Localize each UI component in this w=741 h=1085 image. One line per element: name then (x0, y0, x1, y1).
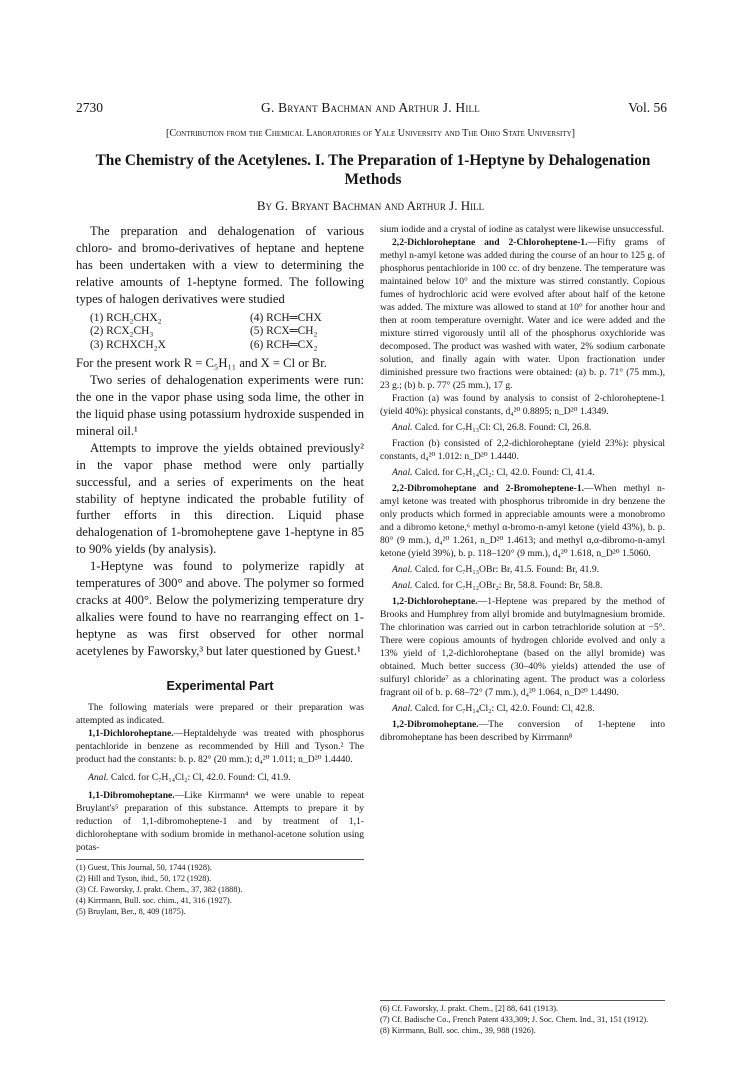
analysis-line (76, 771, 364, 784)
halogen-type-list (90, 312, 364, 353)
compound-text: —Fifty grams of methyl n-amyl ketone was added during the course of an hour to 125 g. of phosphorus pentachloride in 100 cc. of dry benzene. The temperature was maintained below 10° and the mixture was stirred constantly. Copious fumes of hydrochloric acid were evolved after about half of the ketone was added. The mixture was allowed to stand at 10° for another hour and then at room temperature overnight. Water and ice were added and the mixture stirred vigorously until all of the phosphorus oxychloride was decomposed. The product was washed with water, 2% sodium carbonate solution, and finally again with water. Upon fractionation under diminished pressure two fractions were obtained: (a) b. p. 71° (75 mm.), 23 g.; (b) b. p. 77° (25 mm.), 17 g. (380, 237, 665, 391)
analysis-values: Calcd. for C₇H₁₂OBr₂: Br, 58.8. Found: Br, 58.8. (412, 580, 603, 591)
analysis-values: Calcd. for C₇H₁₄Cl₂: Cl, 42.0. Found: Cl, 41.9. (108, 771, 291, 783)
type-item: (3) RCHXCH₂X (90, 338, 166, 351)
footnote: (2) Hill and Tyson, ibid., 50, 172 (1928). (76, 873, 212, 883)
footnotes-right (380, 1000, 665, 1037)
compound-entry (380, 595, 665, 699)
footnote: (8) Kirrmann, Bull. soc. chim., 39, 988 (1926). (380, 1026, 536, 1036)
analysis-label: Anal. (392, 703, 413, 714)
type-item: (2) RCX₂CH₃ (90, 325, 154, 338)
left-column (76, 223, 364, 918)
compound-text: —When methyl n-amyl ketone was treated with phosphorus tribromide in dry benzene the only products which formed in appreciable amounts were a monobromo and a dibromo ketone,⁶ methyl α-bromo-n-amyl ketone (yield 43%), b. p. 80° (9 mm.), d₄²⁰ 1.261, n_D²⁰ 1.4613; and methyl α,α-dibromo-n-amyl ketone (yield 39%), b. p. 118–120° (9 mm.), d₄²⁰ 1.618, n_D²⁰ 1.5060. (380, 483, 665, 559)
byline: By G. Bryant Bachman and Arthur J. Hill (256, 198, 485, 213)
footnote: (5) Bruylant, Ber., 8, 409 (1875). (76, 907, 186, 917)
compound-heading: 1,1-Dichloroheptane. (88, 727, 174, 739)
analysis-label: Anal. (392, 422, 413, 433)
type-item: (5) RCX═CH₂ (250, 325, 318, 338)
analysis-label: Anal. (392, 564, 413, 575)
footnote: (6) Cf. Faworsky, J. prakt. Chem., [2] 88, 641 (1913). (380, 1004, 559, 1013)
analysis-label: Anal. (392, 467, 413, 478)
section-heading: Experimental Part (166, 678, 274, 693)
experimental-intro: The following materials were prepared or their preparation was attempted as indicated. (76, 701, 364, 726)
body-paragraph: 1-Heptyne was found to polymerize rapidly at temperatures of 300° and above. The polymer so formed cracks at 400°. Below the polymerizing temperature dry alkalies were found to have no rearranging effect on 1-heptyne as was first observed for other normal acetylenes by Faworsky,³ but later questioned by Guest.¹ (76, 559, 364, 658)
compound-entry (380, 482, 665, 560)
analysis-values: Calcd. for C₇H₁₃Cl: Cl, 26.8. Found: Cl, 26.8. (412, 422, 592, 433)
footnote: (7) Cf. Badische Co., French Patent 433,309; J. Soc. Chem. Ind., 31, 151 (1912). (380, 1015, 649, 1025)
compound-entry (380, 236, 665, 392)
analysis-line (380, 466, 665, 479)
analysis-label: Anal. (392, 580, 413, 591)
analysis-values: Calcd. for C₇H₁₄Cl₂: Cl, 42.0. Found: Cl, 41.4. (412, 467, 595, 478)
body-paragraph: Attempts to improve the yields obtained previously² in the vapor phase method were only partially successful, and a series of experiments on the heat stability of heptyne indicated the probable futility of further efforts in this direction. Liquid phase dehalogenation of 1-bromoheptene gave 1-heptyne in 85 to 90% yields (by analysis). (76, 440, 364, 557)
fraction-paragraph: Fraction (a) was found by analysis to consist of 2-chloroheptene-1 (yield 40%): physical constants, d₄²⁰ 0.8895; n_D²⁰ 1.4349. (380, 393, 665, 417)
footnotes-left (76, 859, 364, 918)
type-item: (6) RCH═CX₂ (250, 338, 318, 351)
compound-heading: 1,1-Dibromoheptane. (88, 789, 175, 801)
definition-paragraph: For the present work R = C₅H₁₁ and X = Cl or Br. (76, 356, 327, 371)
footnote-rule (76, 859, 364, 860)
running-header-authors: G. Bryant Bachman and Arthur J. Hill (261, 100, 480, 115)
compound-text: —Heptaldehyde was treated with phosphorus pentachloride in benzene as recommended by Hill and Tyson.² The product had the constants: b. p. 82° (20 mm.); d₄²⁰ 1.011; n_D²⁰ 1.4440. (76, 727, 364, 765)
compound-heading: 1,2-Dibromoheptane. (392, 719, 479, 730)
contribution-line: [Contribution from the Chemical Laboratories of Yale University and The Ohio State University] (165, 128, 576, 139)
footnote: (1) Guest, This Journal, 50, 1744 (1928). (76, 862, 212, 872)
type-item: (1) RCH₂CHX₂ (90, 311, 162, 324)
compound-entry (76, 789, 364, 854)
analysis-line (380, 702, 665, 715)
compound-heading: 2,2-Dibromoheptane and 2-Bromoheptene-1. (392, 483, 585, 494)
right-column (380, 223, 665, 744)
compound-entry (380, 718, 665, 744)
footnote: (3) Cf. Faworsky, J. prakt. Chem., 37, 382 (1888). (76, 885, 243, 895)
fraction-paragraph: Fraction (b) consisted of 2,2-dichloroheptane (yield 23%): physical constants, d₄²⁰ 1.012: n_D²⁰ 1.4440. (380, 438, 665, 462)
type-item: (4) RCH═CHX (250, 311, 322, 324)
footnote: (4) Kirrmann, Bull. soc. chim., 41, 316 (1927). (76, 896, 232, 906)
analysis-label: Anal. (88, 771, 109, 783)
analysis-line (380, 579, 665, 592)
volume-label: Vol. 56 (628, 100, 667, 115)
article-title: The Chemistry of the Acetylenes. I. The Preparation of 1-Heptyne by Dehalogenation Methods (95, 152, 651, 188)
compound-heading: 2,2-Dichloroheptane and 2-Chloroheptene-1. (392, 237, 588, 248)
page-number: 2730 (76, 100, 103, 115)
analysis-values: Calcd. for C₇H₁₄Cl₂: Cl, 42.0. Found: Cl, 42.8. (412, 703, 595, 714)
compound-text: —Like Kirrmann⁴ we were unable to repeat Bruylant's⁵ preparation of this substance. Attempts to prepare it by reduction of 1,1-dibromoheptene-1 and by treatment of 1,1-dichloroheptane with sodium bromide in methanol-acetone solution using potas- (76, 789, 364, 853)
continued-text: sium iodide and a crystal of iodine as catalyst were likewise unsuccessful. (380, 224, 664, 235)
compound-text: —The conversion of 1-heptene into dibromoheptane has been described by Kirrmann⁸ (380, 719, 665, 743)
footnote-rule (380, 1000, 665, 1001)
compound-text: —1-Heptene was prepared by the method of Brooks and Humphrey from allyl bromide and butylmagnesium bromide. The chlorination was carried out in carbon tetrachloride solution at −5°. There were copious amounts of hydrogen chloride evolved and only a 13% yield of 1,2-dichloroheptane (based on the allyl bromide) was obtained. Much better success (30–40% yields) attended the use of sulfuryl chloride⁷ as a chlorinating agent. The product was a colorless fragrant oil of b. p. 68–72° (7 mm.), d₄²⁰ 1.064, n_D²⁰ 1.4490. (380, 596, 665, 698)
compound-entry (76, 727, 364, 766)
body-paragraph: Two series of dehalogenation experiments were run: the one in the vapor phase using soda lime, the other in the liquid phase using potassium hydroxide suspended in mineral oil.¹ (76, 373, 364, 438)
compound-heading: 1,2-Dichloroheptane. (392, 596, 478, 607)
intro-paragraph: The preparation and dehalogenation of various chloro- and bromo-derivatives of heptane and heptene has been undertaken with a view to determining the relative amounts of 1-heptyne formed. The following types of halogen derivatives were studied (76, 224, 364, 306)
analysis-line (380, 421, 665, 434)
analysis-line (380, 563, 665, 576)
analysis-values: Calcd. for C₇H₁₃OBr: Br, 41.5. Found: Br, 41.9. (412, 564, 600, 575)
